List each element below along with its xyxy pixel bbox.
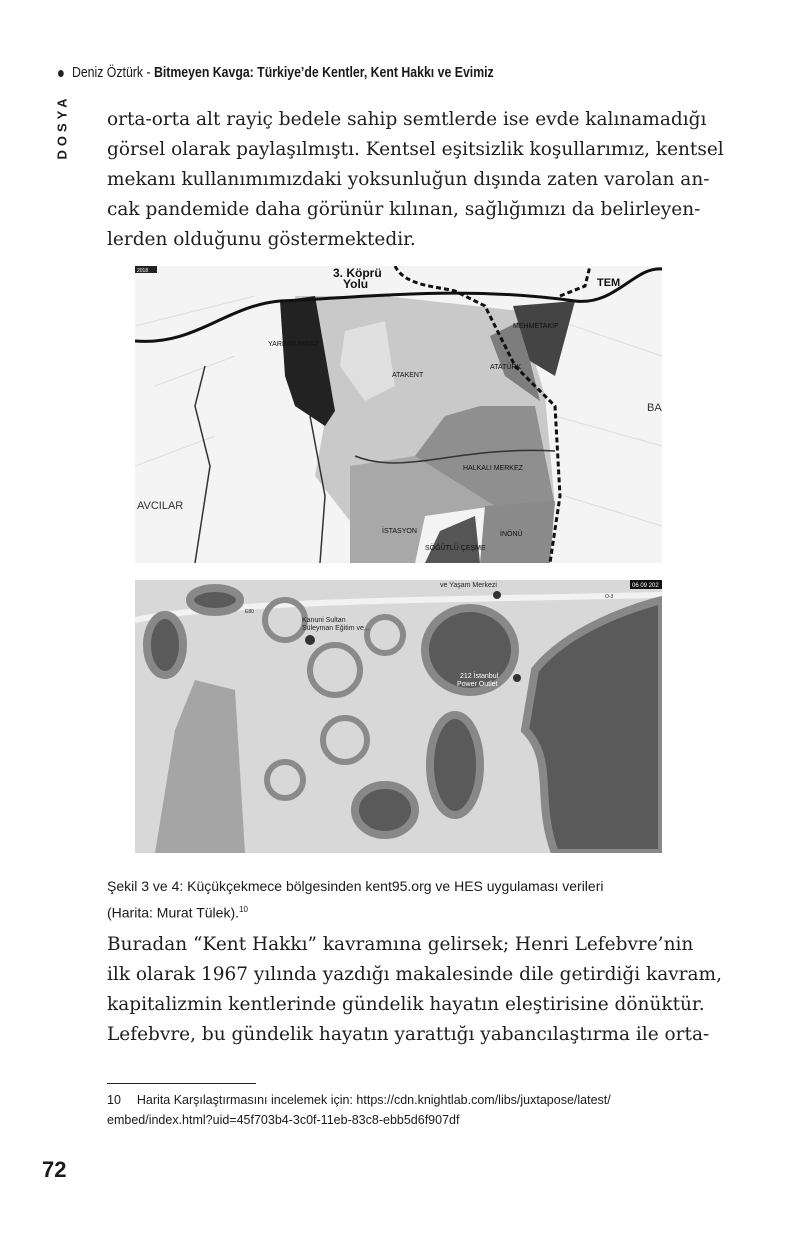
map-date: 06 09 202 [632,583,659,589]
map-label: Süleyman Eğitim ve... [302,625,370,632]
text-line: lerden olduğunu göstermektedir. [107,229,416,250]
caption-line: Şekil 3 ve 4: Küçükçekmece bölgesinden kent95.org ve HES uygulaması verileri [107,878,604,894]
footnote-ref[interactable]: 10 [239,905,248,914]
map-label: 212 İstanbul [460,673,499,680]
text-line: Buradan “Kent Hakkı” kavramına gelirsek; Henri Lefebvre’nin [107,934,694,955]
district-map [135,266,662,563]
shopping-pin-icon [493,591,501,599]
paragraph-1 [107,105,724,255]
text-line: mekanı kullanımımızdaki yoksunluğun dışında zaten varolan an- [107,169,710,190]
running-header [58,64,494,81]
map-year: 2018 [137,268,149,274]
section-label-text: DOSYA [54,94,70,160]
map-label: AVCILAR [137,500,184,512]
bullet-icon [58,70,64,77]
map-label: SÖĞÜTLÜ ÇEŞME [425,545,486,552]
text-line: orta-orta alt rayiç bedele sahip semtlerde ise evde kalınamadığı [107,109,707,130]
page-number: 72 [42,1157,67,1182]
text-line: kapitalizmin kentlerinde gündelik hayatın eleştirisine dönüktür. [107,994,705,1015]
footnote-divider [107,1083,256,1084]
map-label: 3. Köprü [333,266,382,280]
map-label: ve Yaşam Merkezi [440,582,497,589]
footnote-text: Harita Karşılaştırmasını incelemek için: https://cdn.knightlab.com/libs/juxtapose/latest/ [136,1093,611,1107]
text-line: cak pandemide daha görünür kılınan, sağlığımızı da belirleyen- [107,199,701,220]
section-label [52,92,72,162]
footnote-number: 10 [107,1093,121,1107]
paragraph-2 [107,930,722,1050]
heat-map [135,580,662,853]
map-label: Kanuni Sultan [302,617,346,624]
shopping-pin-icon [513,674,521,682]
map-label: TEM [597,277,621,289]
map-label: MEHMETAKİF [513,323,559,330]
caption-line: (Harita: Murat Tülek). [107,904,239,921]
map-label: BA [647,402,662,414]
hospital-pin-icon [305,635,315,645]
map-label: İNÖNÜ [500,531,523,538]
header-title: Bitmeyen Kavga: Türkiye’de Kentler, Kent Hakkı ve Evimiz [153,64,494,81]
map-label: HALKALI MERKEZ [463,465,523,472]
map-label: YARIMBURGAZ [268,341,319,348]
header-author: Deniz Öztürk - [71,64,151,81]
map-label: Yolu [343,277,369,291]
map-label: Power Outlet [457,681,498,688]
text-line: görsel olarak paylaşılmıştı. Kentsel eşitsizlik koşullarımız, kentsel [107,139,724,160]
road-shield: E80 [245,609,254,615]
figure-caption [107,875,692,925]
map-label: ATAKENT [392,372,424,379]
footnote [107,1090,692,1130]
text-line: ilk olarak 1967 yılında yazdığı makalesinde dile getirdiği kavram, [107,964,722,985]
map-label: ATATÜRK [490,364,522,371]
text-line: Lefebvre, bu gündelik hayatın yarattığı yabancılaştırma ile orta- [107,1024,710,1045]
map-label: İSTASYON [382,528,417,535]
footnote-link[interactable]: embed/index.html?uid=45f703b4-3c0f-11eb-83c8-ebb5d6f907df [107,1113,460,1127]
road-shield: O-3 [605,594,614,600]
